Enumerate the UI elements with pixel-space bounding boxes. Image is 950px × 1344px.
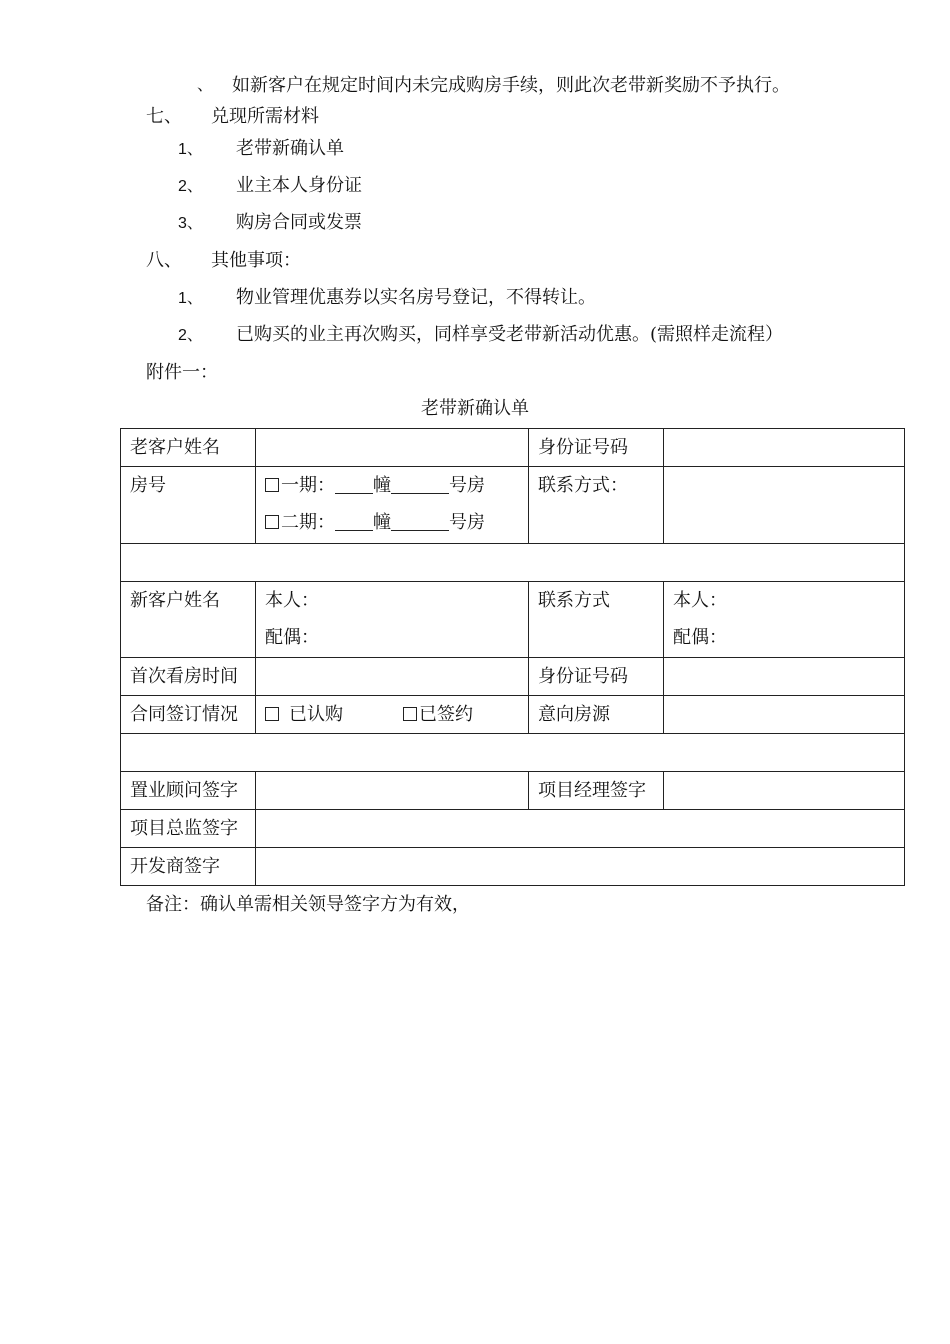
phase2-building-unit: 幢: [373, 512, 391, 533]
sec7-item-1-text: 老带新确认单: [236, 138, 344, 159]
contact-spouse-label: 配偶：: [673, 627, 727, 648]
id-number-label-2: 身份证号码: [529, 658, 664, 696]
phase1-room-blank[interactable]: [391, 473, 449, 494]
phase2-line: [265, 504, 519, 541]
subscribed-checkbox[interactable]: [265, 707, 279, 721]
form-note: 备注：确认单需相关领导签字方为有效，: [146, 894, 470, 915]
new-contact-field[interactable]: [664, 582, 905, 658]
sec7-item-3-num: 3、: [178, 215, 203, 232]
old-customer-name-field[interactable]: [256, 429, 529, 467]
sec7-marker: 七、: [146, 106, 182, 127]
phase2-room-blank[interactable]: [391, 510, 449, 531]
phase2-building-blank[interactable]: [335, 510, 373, 531]
new-self-label: 本人：: [265, 590, 319, 611]
phase2-checkbox[interactable]: [265, 515, 279, 529]
phase1-building-unit: 幢: [373, 475, 391, 496]
attachment-label: 附件一：: [146, 362, 218, 383]
sec8-item-2-num: 2、: [178, 327, 203, 344]
phase2-room-unit: 号房: [449, 512, 485, 533]
sec8-title: 其他事项：: [211, 250, 301, 271]
contract-status-field: [256, 696, 529, 734]
phase1-building-blank[interactable]: [335, 473, 373, 494]
spacer-row-2: [121, 734, 905, 772]
contact-self-label: 本人：: [673, 590, 727, 611]
contract-status-label: 合同签订情况: [121, 696, 256, 734]
sec8-item-1-text: 物业管理优惠券以实名房号登记，不得转让。: [236, 287, 596, 308]
sec7-item-2-num: 2、: [178, 178, 203, 195]
consultant-sign-label: 置业顾问签字: [121, 772, 256, 810]
room-field[interactable]: [256, 467, 529, 544]
id-number-field[interactable]: [664, 429, 905, 467]
sec8-item-2-text: 已购买的业主再次购买，同样享受老带新活动优惠。(需照样走流程）: [236, 324, 784, 345]
developer-sign-label: 开发商签字: [121, 848, 256, 886]
phase1-line: [265, 467, 519, 504]
subscribed-label: 已认购: [289, 704, 343, 725]
p1-text: 如新客户在规定时间内未完成购房手续，则此次老带新奖励不予执行。: [232, 75, 790, 96]
first-visit-field[interactable]: [256, 658, 529, 696]
sec8-marker: 八、: [146, 250, 182, 271]
phase1-room-unit: 号房: [449, 475, 485, 496]
phase2-prefix: 二期：: [281, 512, 335, 533]
form-title: [0, 397, 950, 421]
old-contact-field[interactable]: [664, 467, 905, 544]
confirmation-form: [120, 428, 905, 886]
manager-sign-label: 项目经理签字: [529, 772, 664, 810]
signed-label: 已签约: [419, 704, 473, 725]
consultant-sign-field[interactable]: [256, 772, 529, 810]
id-number-field-2[interactable]: [664, 658, 905, 696]
developer-sign-field[interactable]: [256, 848, 905, 886]
director-sign-field[interactable]: [256, 810, 905, 848]
sec7-item-3-text: 购房合同或发票: [236, 212, 362, 233]
room-label: 房号: [121, 467, 256, 544]
sec7-title: 兑现所需材料: [211, 106, 319, 127]
first-visit-label: 首次看房时间: [121, 658, 256, 696]
intended-property-field[interactable]: [664, 696, 905, 734]
new-contact-label: 联系方式: [529, 582, 664, 658]
p1-marker: 、: [197, 77, 214, 94]
old-customer-name-label: 老客户姓名: [121, 429, 256, 467]
id-number-label: 身份证号码: [529, 429, 664, 467]
spacer-row-1: [121, 544, 905, 582]
sec7-item-2-text: 业主本人身份证: [236, 175, 362, 196]
sec7-item-1-num: 1、: [178, 141, 203, 158]
sec8-item-1-num: 1、: [178, 290, 203, 307]
new-customer-name-label: 新客户姓名: [121, 582, 256, 658]
director-sign-label: 项目总监签字: [121, 810, 256, 848]
new-spouse-label: 配偶：: [265, 627, 319, 648]
new-customer-name-field[interactable]: [256, 582, 529, 658]
old-contact-label: 联系方式：: [529, 467, 664, 544]
phase1-checkbox[interactable]: [265, 478, 279, 492]
signed-checkbox[interactable]: [403, 707, 417, 721]
manager-sign-field[interactable]: [664, 772, 905, 810]
phase1-prefix: 一期：: [281, 475, 335, 496]
intended-property-label: 意向房源: [529, 696, 664, 734]
form-title-text: 老带新确认单: [421, 398, 529, 419]
